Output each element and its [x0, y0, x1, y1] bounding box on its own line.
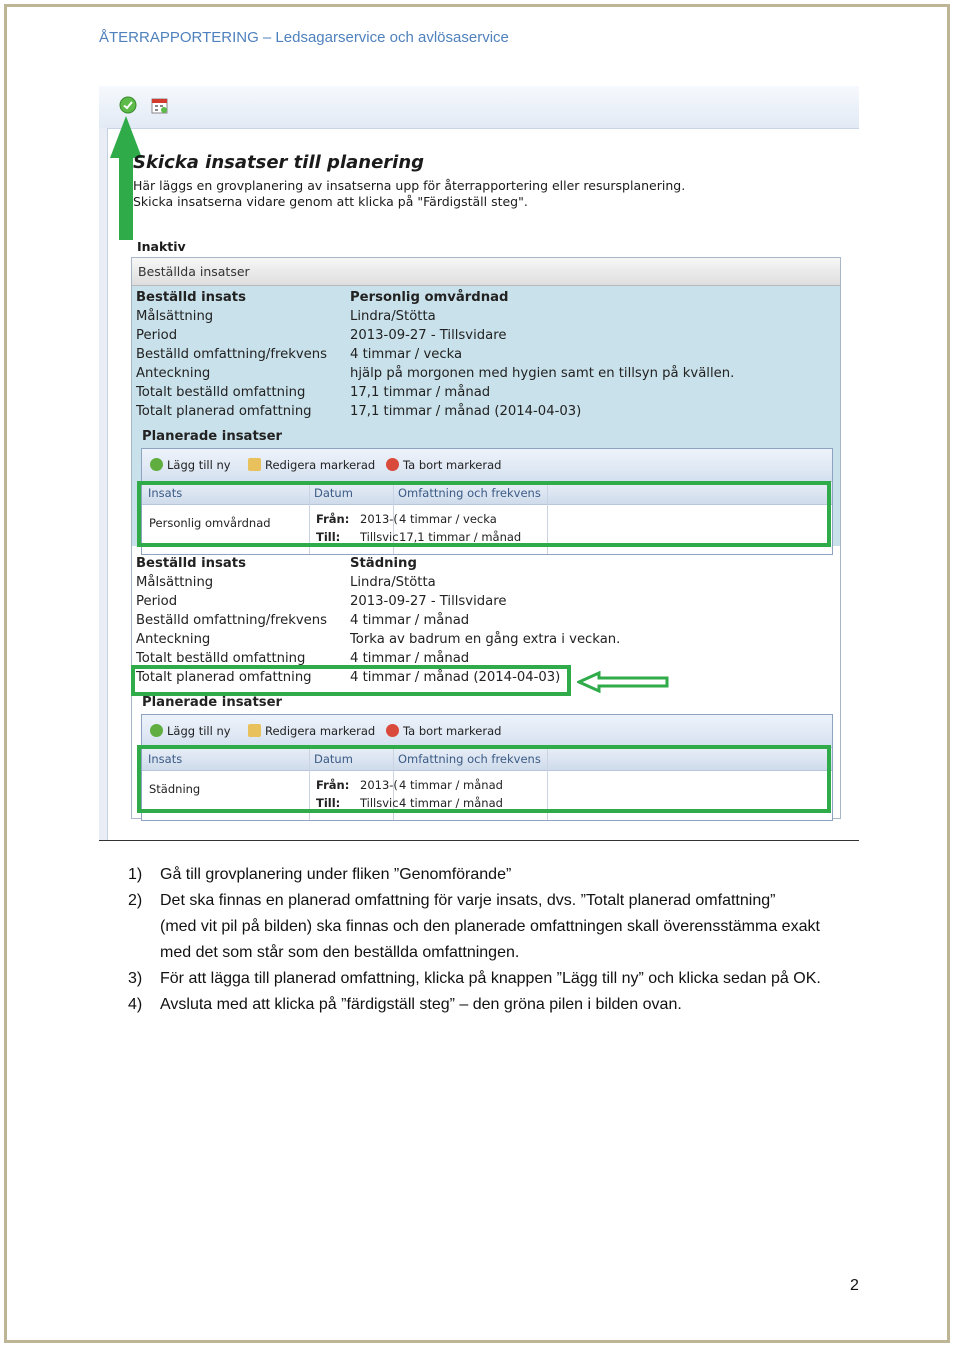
field-value: 2013-09-27 - Tillsvidare [350, 594, 507, 609]
highlight-box [137, 481, 831, 547]
delete-selected-label: Ta bort markerad [403, 458, 502, 472]
field-value: 4 timmar / månad [350, 613, 470, 628]
add-new-label: Lägg till ny [167, 458, 231, 472]
field-label: Målsättning [136, 309, 214, 324]
add-new-label: Lägg till ny [167, 724, 231, 738]
list-text: Avsluta med att klicka på ”färdigställ steg” – den gröna pilen i bilden ovan. [160, 996, 682, 1013]
delete-selected-button[interactable] [386, 724, 501, 738]
add-new-button[interactable] [150, 458, 231, 472]
panel-title: Skicka insatser till planering [133, 152, 425, 173]
page-number: 2 [850, 1277, 859, 1294]
field-label: Period [136, 328, 178, 343]
row-from-amount: 4 timmar / vecka [399, 512, 497, 526]
row-to-date: Tillsvic [360, 796, 399, 810]
column-header-datum[interactable]: Datum [314, 486, 353, 500]
field-label: Beställd insats [136, 556, 246, 571]
row-to-amount: 4 timmar / månad [399, 796, 503, 810]
field-value: 4 timmar / månad [350, 651, 470, 666]
field-value: 17,1 timmar / månad [350, 385, 491, 400]
row-insats[interactable]: Städning [149, 782, 201, 796]
row-from-date: 2013-( [360, 512, 398, 526]
list-number: 4) [128, 996, 143, 1013]
edit-selected-button[interactable] [248, 458, 375, 472]
edit-selected-button[interactable] [248, 724, 375, 738]
field-value: Lindra/Stötta [350, 309, 436, 324]
add-new-button[interactable] [150, 724, 231, 738]
column-header-datum[interactable]: Datum [314, 752, 353, 766]
field-value: Lindra/Stötta [350, 575, 436, 590]
add-icon [150, 458, 163, 471]
planned-services-title: Planerade insatser [142, 695, 283, 710]
page-header: ÅTERRAPPORTERING – Ledsagarservice och avlösaservice [99, 29, 509, 46]
field-label: Totalt beställd omfattning [136, 385, 306, 400]
screenshot-side-bar [99, 128, 108, 841]
list-number: 2) [128, 892, 143, 909]
ordered-services-title: Beställda insatser [138, 264, 250, 279]
field-value: 4 timmar / månad (2014-04-03) [350, 670, 561, 685]
row-to-amount: 17,1 timmar / månad [399, 530, 522, 544]
field-value: hjälp på morgonen med hygien samt en tillsyn på kvällen. [350, 366, 735, 381]
white-arrow-icon [577, 671, 669, 693]
grid-toolbar [142, 449, 832, 482]
field-label: Anteckning [136, 366, 211, 381]
delete-selected-label: Ta bort markerad [403, 724, 502, 738]
screenshot-border [99, 840, 859, 841]
list-text: Det ska finnas en planerad omfattning för varje insats, dvs. ”Totalt planerad omfattning” [160, 892, 776, 909]
edit-selected-label: Redigera markerad [265, 458, 376, 472]
planned-services-title: Planerade insatser [142, 429, 283, 444]
field-value: Personlig omvårdnad [350, 290, 509, 305]
check-circle-icon[interactable] [119, 96, 137, 114]
highlight-box [131, 665, 571, 696]
field-label: Beställd insats [136, 290, 246, 305]
application-screenshot [99, 86, 859, 841]
list-text: (med vit pil på bilden) ska finnas och den planerade omfattningen skall överensstämma exakt [160, 918, 820, 935]
field-value: 2013-09-27 - Tillsvidare [350, 328, 507, 343]
row-to-date: Tillsvic [360, 530, 399, 544]
edit-icon [248, 724, 261, 737]
delete-icon [386, 724, 399, 737]
edit-icon [248, 458, 261, 471]
field-value: Städning [350, 556, 417, 571]
field-label: Totalt planerad omfattning [136, 670, 312, 685]
list-text: Gå till grovplanering under fliken ”Genomförande” [160, 866, 512, 883]
edit-selected-label: Redigera markerad [265, 724, 376, 738]
column-header-omfattning[interactable]: Omfattning och frekvens [398, 752, 541, 766]
panel-description: Skicka insatserna vidare genom att klicka på "Färdigställ steg". [133, 194, 528, 209]
list-text: För att lägga till planerad omfattning, klicka på knappen ”Lägg till ny” och klicka sedan på OK. [160, 970, 821, 987]
add-icon [150, 724, 163, 737]
column-header-insats[interactable]: Insats [148, 486, 183, 500]
ordered-services-header [132, 258, 840, 286]
field-label: Totalt beställd omfattning [136, 651, 306, 666]
row-from-amount: 4 timmar / månad [399, 778, 503, 792]
row-to-label: Till: [316, 796, 341, 810]
list-text: med det som står som den beställda omfattningen. [160, 944, 520, 961]
list-number: 1) [128, 866, 143, 883]
grid-toolbar [142, 715, 832, 748]
column-header-omfattning[interactable]: Omfattning och frekvens [398, 486, 541, 500]
highlight-box [137, 745, 831, 813]
field-label: Målsättning [136, 575, 214, 590]
field-label: Totalt planerad omfattning [136, 404, 312, 419]
field-label: Beställd omfattning/frekvens [136, 347, 328, 362]
delete-icon [386, 458, 399, 471]
panel-description: Här läggs en grovplanering av insatserna upp för återrapportering eller resursplanering. [133, 178, 686, 193]
delete-selected-button[interactable] [386, 458, 501, 472]
row-from-label: Från: [316, 512, 350, 526]
field-value: 4 timmar / vecka [350, 347, 463, 362]
list-number: 3) [128, 970, 143, 987]
row-insats[interactable]: Personlig omvårdnad [149, 516, 271, 530]
row-from-date: 2013-( [360, 778, 398, 792]
calendar-icon[interactable] [151, 96, 169, 114]
row-from-label: Från: [316, 778, 350, 792]
field-value: Torka av badrum en gång extra i veckan. [350, 632, 621, 647]
screenshot-toolbar [99, 86, 859, 129]
field-value: 17,1 timmar / månad (2014-04-03) [350, 404, 582, 419]
field-label: Beställd omfattning/frekvens [136, 613, 328, 628]
field-label: Anteckning [136, 632, 211, 647]
column-header-insats[interactable]: Insats [148, 752, 183, 766]
status-label: Inaktiv [137, 239, 186, 254]
row-to-label: Till: [316, 530, 341, 544]
field-label: Period [136, 594, 178, 609]
